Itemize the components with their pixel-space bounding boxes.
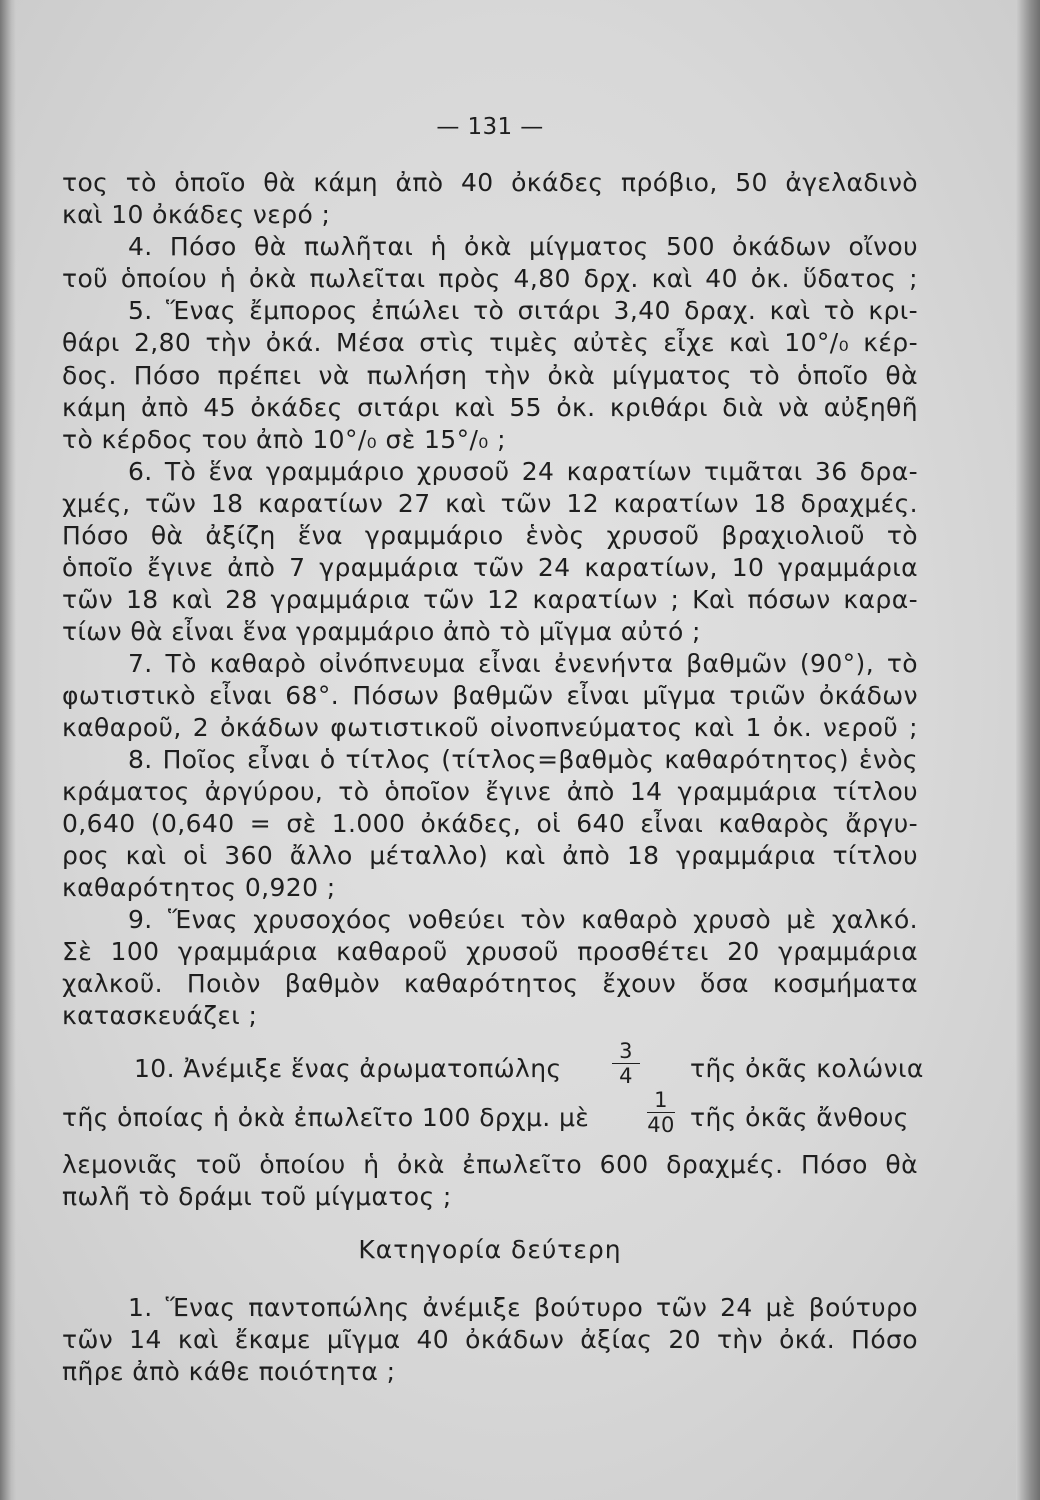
text-line: 6. Τὸ ἕνα γραμμάριο χρυσοῦ 24 καρατίων τιμᾶται 36 δρα- xyxy=(128,457,918,486)
text-line: 8. Ποῖος εἶναι ὁ τίτλος (τίτλος=βαθμὸς καθαρότητος) ἑνὸς xyxy=(128,745,918,774)
fraction-denominator: 4 xyxy=(619,1064,633,1088)
text-line: Σὲ 100 γραμμάρια καθαροῦ χρυσοῦ προσθέτει 20 γραμμάρια xyxy=(62,937,918,966)
text-line: ρος καὶ οἱ 360 ἄλλο μέταλλο) καὶ ἀπὸ 18 γραμμάρια τίτλου xyxy=(62,841,918,870)
text-line: 1. Ἕνας παντοπώλης ἀνέμιξε βούτυρο τῶν 24 μὲ βούτυρο xyxy=(128,1293,918,1322)
fraction-one-fortieth xyxy=(645,1089,677,1136)
fraction-three-quarters xyxy=(610,1040,642,1087)
section-heading: Κατηγορία δεύτερη xyxy=(358,1235,622,1264)
text-line: τος τὸ ὁποῖο θὰ κάμη ἀπὸ 40 ὀκάδες πρόβιο, 50 ἀγελαδινὸ xyxy=(62,168,918,197)
text-line: πωλῆ τὸ δράμι τοῦ μίγματος ; xyxy=(62,1182,452,1211)
text-line: δος. Πόσο πρέπει νὰ πωλήση τὴν ὀκὰ μίγματος τὸ ὁποῖο θὰ xyxy=(62,361,918,390)
text-line: τὸ κέρδος του ἀπὸ 10°/₀ σὲ 15°/₀ ; xyxy=(62,425,506,454)
text-line: τίων θὰ εἶναι ἕνα γραμμάριο ἀπὸ τὸ μῖγμα αὐτό ; xyxy=(62,617,701,646)
q10-text-part4: τῆς ὀκᾶς ἄνθους xyxy=(690,1103,909,1132)
text-line: λεμονιᾶς τοῦ ὁποίου ἡ ὀκὰ ἐπωλεῖτο 600 δραχμές. Πόσο θὰ xyxy=(62,1150,918,1179)
text-line: καθαρότητος 0,920 ; xyxy=(62,873,336,902)
text-line: χαλκοῦ. Ποιὸν βαθμὸν καθαρότητος ἔχουν ὅσα κοσμήματα xyxy=(62,969,918,998)
text-line: 0,640 (0,640 = σὲ 1.000 ὀκάδες, οἱ 640 εἶναι καθαρὸς ἄργυ- xyxy=(62,809,918,838)
text-line: καθαροῦ, 2 ὀκάδων φωτιστικοῦ οἰνοπνεύματος καὶ 1 ὀκ. νεροῦ ; xyxy=(62,713,918,742)
text-line: 9. Ἕνας χρυσοχόος νοθεύει τὸν καθαρὸ χρυσὸ μὲ χαλκό. xyxy=(128,905,918,934)
text-line: χμές, τῶν 18 καρατίων 27 καὶ τῶν 12 καρατίων 18 δραχμές. xyxy=(62,489,918,518)
text-line: κατασκευάζει ; xyxy=(62,1001,258,1030)
fraction-numerator: 3 xyxy=(619,1039,633,1063)
text-line: τῶν 14 καὶ ἔκαμε μῖγμα 40 ὀκάδων ἀξίας 20 τὴν ὀκά. Πόσο xyxy=(62,1325,918,1354)
q10-text-part3: τῆς ὁποίας ἡ ὀκὰ ἐπωλεῖτο 100 δρχμ. μὲ xyxy=(62,1103,590,1132)
page-number: — 131 — xyxy=(436,114,544,140)
text-line: τοῦ ὁποίου ἡ ὀκὰ πωλεῖται πρὸς 4,80 δρχ. καὶ 40 ὀκ. ὕδατος ; xyxy=(62,264,918,293)
text-line: ὁποῖο ἔγινε ἀπὸ 7 γραμμάρια τῶν 24 καρατίων, 10 γραμμάρια xyxy=(62,553,918,582)
text-line: κάμη ἀπὸ 45 ὀκάδες σιτάρι καὶ 55 ὀκ. κριθάρι διὰ νὰ αὐξηθῆ xyxy=(62,393,918,422)
q10-text-part1: 10. Ἀνέμιξε ἕνας ἀρωματοπώλης xyxy=(134,1054,562,1083)
text-line: φωτιστικὸ εἶναι 68°. Πόσων βαθμῶν εἶναι μῖγμα τριῶν ὀκάδων xyxy=(62,681,918,710)
text-line: θάρι 2,80 τὴν ὀκά. Μέσα στὶς τιμὲς αὐτὲς εἶχε καὶ 10°/₀ κέρ- xyxy=(62,328,918,357)
page-left-edge xyxy=(0,0,16,1500)
fraction-denominator: 40 xyxy=(647,1113,675,1137)
fraction-numerator: 1 xyxy=(654,1088,668,1112)
text-line: Πόσο θὰ ἀξίζη ἕνα γραμμάριο ἑνὸς χρυσοῦ βραχιολιοῦ τὸ xyxy=(62,521,918,550)
text-line: 7. Τὸ καθαρὸ οἰνόπνευμα εἶναι ἐνενήντα βαθμῶν (90°), τὸ xyxy=(128,649,918,678)
text-line: 5. Ἕνας ἔμπορος ἐπώλει τὸ σιτάρι 3,40 δραχ. καὶ τὸ κρι- xyxy=(128,296,918,325)
text-line: πῆρε ἀπὸ κάθε ποιότητα ; xyxy=(62,1357,396,1386)
text-line: 4. Πόσο θὰ πωλῆται ἡ ὀκὰ μίγματος 500 ὀκάδων οἴνου xyxy=(128,232,918,261)
text-line: τῶν 18 καὶ 28 γραμμάρια τῶν 12 καρατίων ; Καὶ πόσων καρα- xyxy=(62,585,918,614)
page-right-edge xyxy=(1016,0,1040,1500)
text-line: καὶ 10 ὀκάδες νερό ; xyxy=(62,200,331,229)
text-line: κράματος ἀργύρου, τὸ ὁποῖον ἔγινε ἀπὸ 14 γραμμάρια τίτλου xyxy=(62,777,918,806)
q10-text-part2: τῆς ὀκᾶς κολώνια xyxy=(690,1054,924,1083)
